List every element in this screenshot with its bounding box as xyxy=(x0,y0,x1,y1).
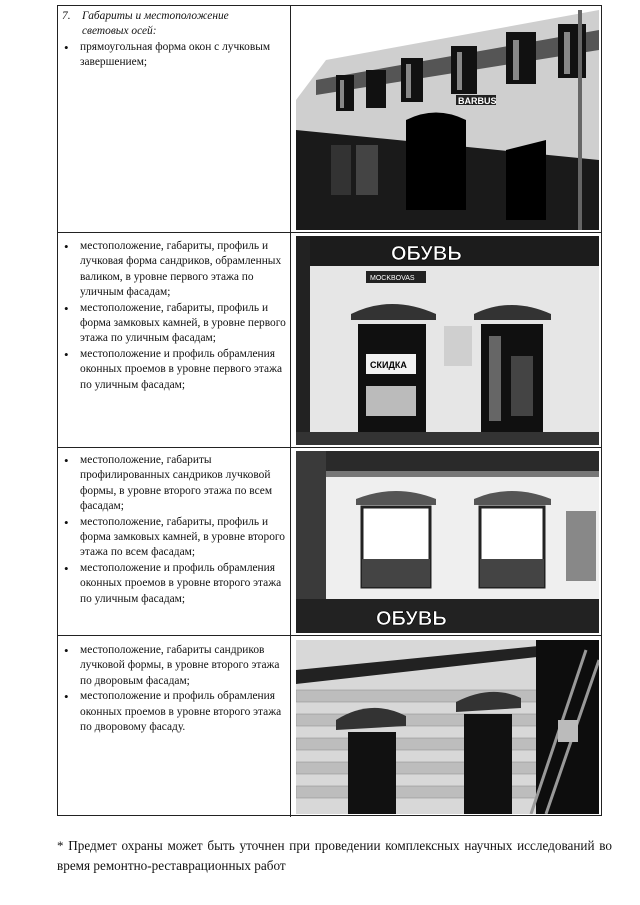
photo-sign-obuv-2: ОБУВЬ xyxy=(376,608,447,630)
row-text-cell xyxy=(62,643,286,735)
table-row xyxy=(58,6,601,233)
bullet-list xyxy=(62,453,286,607)
list-item: • местоположение, габариты, профиль и форма замковых камней, в уровне второго этажа по всем фасадам; xyxy=(62,515,286,561)
protection-table xyxy=(57,5,602,816)
row-text-cell xyxy=(62,453,286,607)
footnote-text: Предмет охраны может быть уточнен при проведении комплексных научных исследований во время ремонтно-реставрационных работ xyxy=(57,838,613,873)
table-row xyxy=(58,233,601,448)
list-item: • местоположение и профиль обрамления оконных проемов в уровне второго этажа по уличным фасадам; xyxy=(62,561,286,607)
building-photo-2 xyxy=(296,236,599,445)
list-item: • местоположение, габариты, профиль и лучковая форма сандриков, обрамленных валиком, в уровне первого этажа по уличным фасадам; xyxy=(62,239,286,301)
row-text-cell xyxy=(62,239,286,393)
photo-sign-barbus: BARBUS xyxy=(458,96,497,106)
building-photo-4 xyxy=(296,640,599,814)
heading-line1: Габариты и местоположение xyxy=(82,10,229,22)
row-text-cell xyxy=(62,9,286,71)
photo-window-text: СКИДКА xyxy=(370,360,407,370)
bullet-list xyxy=(62,643,286,735)
section-heading xyxy=(62,9,286,40)
table-row xyxy=(58,448,601,636)
heading-number: 7. xyxy=(62,10,71,22)
list-item: • местоположение, габариты, профиль и форма замковых камней, в уровне первого этажа по уличным фасадам; xyxy=(62,301,286,347)
building-photo-3 xyxy=(296,451,599,633)
list-item: • местоположение, габариты сандриков лучковой формы, в уровне второго этажа по дворовым фасадам; xyxy=(62,643,286,689)
bullet-list xyxy=(62,239,286,393)
list-item: • местоположение и профиль обрамления оконных проемов в уровне первого этажа по уличным фасадам; xyxy=(62,347,286,393)
photo-sign-obuv: ОБУВЬ xyxy=(391,243,462,265)
bullet-list xyxy=(62,40,286,71)
list-item: • местоположение, габариты профилированных сандриков лучковой формы, в уровне второго этажа по всем фасадам; xyxy=(62,453,286,515)
list-item: • прямоугольная форма окон с лучковым завершением; xyxy=(62,40,286,71)
list-item: • местоположение и профиль обрамления оконных проемов в уровне второго этажа по дворовому фасаду. xyxy=(62,689,286,735)
building-photo-1 xyxy=(296,10,599,230)
heading-line2: световых осей: xyxy=(82,25,157,38)
table-row xyxy=(58,636,601,817)
footnote-asterisk: * xyxy=(57,838,64,853)
footnote xyxy=(57,836,612,876)
photo-small-sign: MOCKBOVAS xyxy=(370,275,415,282)
